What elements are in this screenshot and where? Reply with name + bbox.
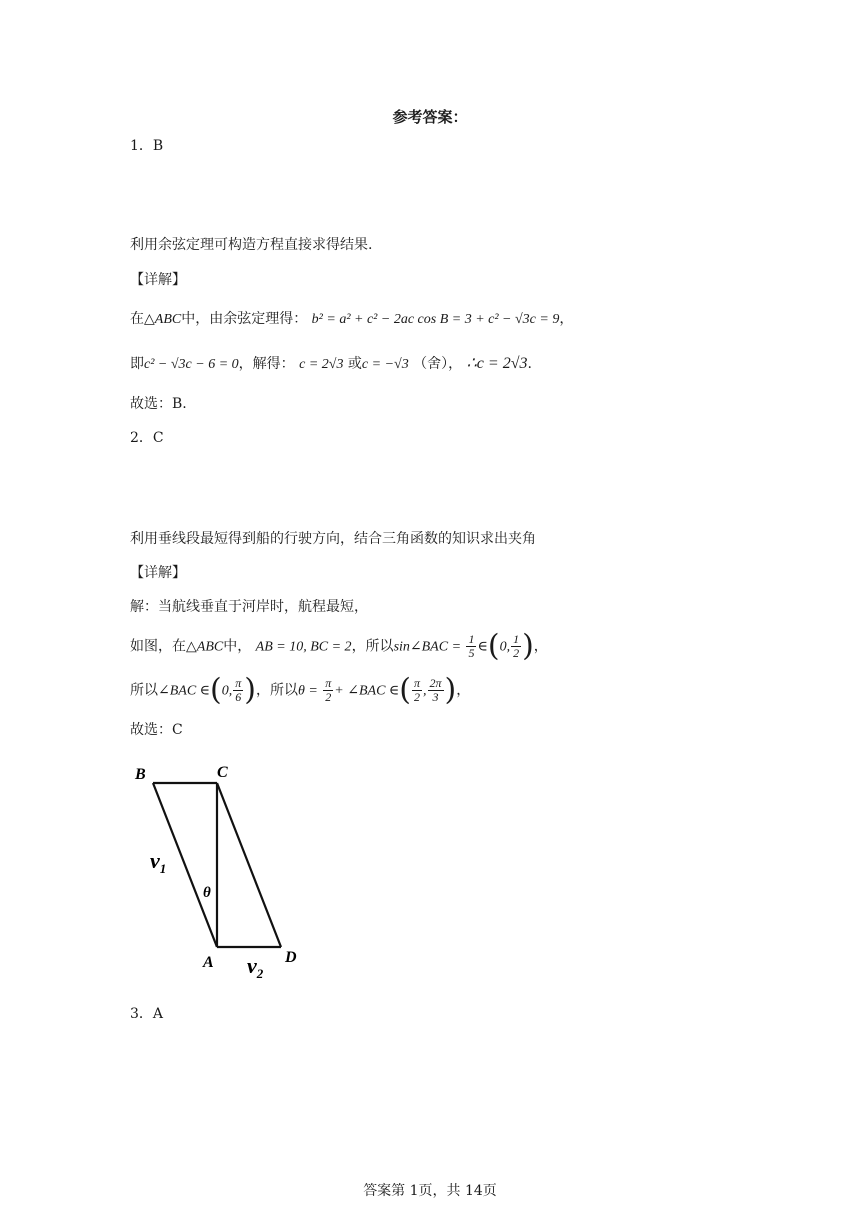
label-v2: $v_2$ <box>247 953 264 981</box>
text: 在 <box>130 311 144 327</box>
q1-detail-line2 <box>130 354 532 375</box>
label-d: D <box>285 949 297 966</box>
q1-detail-line1 <box>130 309 573 330</box>
text: 所以 <box>130 682 158 699</box>
fraction-2pi-3: $\frac{2\pi}{3}$ <box>429 676 442 704</box>
text: . <box>527 356 532 372</box>
theta-expression: θ = <box>298 683 318 699</box>
text: 如图，在 <box>130 638 186 655</box>
text: ，所以 <box>256 682 298 699</box>
figure-lines <box>153 783 281 947</box>
triangle-abc: △ABC <box>144 312 182 327</box>
q1-detail-label: 【详解】 <box>130 272 186 288</box>
text: ， <box>559 311 574 327</box>
page-footer: 答案第 1页，共 14页 <box>363 1183 497 1199</box>
final-solution: ∴c = 2√3 <box>466 355 528 372</box>
q2-answer: 2．C <box>130 430 164 446</box>
page-title: 参考答案： <box>392 108 468 126</box>
q2-detail-label: 【详解】 <box>130 565 186 581</box>
q2-detail-line2 <box>130 628 548 664</box>
text: 即 <box>130 356 144 372</box>
q1-answer: 1．B <box>130 138 164 154</box>
fraction-1-5: $\frac{1}{5}$ <box>468 632 475 660</box>
triangle-abc: △ABC <box>186 639 224 655</box>
paren-open: ( <box>399 672 411 708</box>
q1-analysis: 利用余弦定理可构造方程直接求得结果. <box>130 237 373 253</box>
vector-parallelogram-figure <box>125 755 310 985</box>
text: ， <box>456 682 471 699</box>
label-a: A <box>203 954 214 971</box>
q1-choice: 故选：B. <box>130 396 187 412</box>
given-lengths: AB = 10, BC = 2 <box>255 639 352 655</box>
fraction-pi-6: $\frac{\pi}{6}$ <box>235 676 242 704</box>
paren-open: ( <box>487 628 500 664</box>
text: 或 <box>347 356 362 372</box>
label-b: B <box>135 766 146 783</box>
fraction-pi-2: $\frac{\pi}{2}$ <box>325 676 332 704</box>
text: ，所以 <box>351 638 394 655</box>
paren-close: ) <box>522 628 534 664</box>
fraction-pi-2: $\frac{\pi}{2}$ <box>414 676 421 704</box>
fraction-1-2: $\frac{1}{2}$ <box>513 632 520 660</box>
element-of: ∈ <box>477 639 488 655</box>
text: 中，由余弦定理得： <box>181 311 308 327</box>
paren-close: ) <box>244 672 256 708</box>
angle-bac: ∠BAC ∈ <box>158 683 211 699</box>
cosine-law-formula: b² = a² + c² − 2ac cos B = 3 + c² − √3c = 9 <box>311 312 560 327</box>
text: ，解得： <box>238 356 295 372</box>
label-theta: θ <box>203 885 211 901</box>
plus-angle: + ∠BAC ∈ <box>334 683 400 699</box>
text: 中， <box>223 638 252 655</box>
sin-expression: sin∠BAC = <box>393 639 462 655</box>
paren-open: ( <box>210 672 222 708</box>
q2-analysis: 利用垂线段最短得到船的行驶方向，结合三角函数的知识求出夹角 <box>130 531 536 547</box>
quadratic-equation: c² − √3c − 6 = 0 <box>144 357 239 372</box>
q2-detail-line1: 解：当航线垂直于河岸时，航程最短， <box>130 599 368 615</box>
segment-cd <box>217 783 281 947</box>
q2-detail-line3 <box>130 672 471 708</box>
label-v1: $v_1$ <box>150 848 167 876</box>
solution-2: c = −√3 <box>361 357 409 372</box>
text: （舍）， <box>413 356 463 372</box>
interval-start: 0, <box>499 639 511 655</box>
paren-close: ) <box>444 672 457 708</box>
interval-start: 0, <box>221 683 233 699</box>
label-c: C <box>217 764 228 781</box>
comma: , <box>423 683 427 699</box>
q3-answer: 3．A <box>130 1006 164 1022</box>
text: ， <box>533 638 548 655</box>
q2-choice: 故选：C <box>130 722 183 738</box>
solution-1: c = 2√3 <box>299 357 344 372</box>
